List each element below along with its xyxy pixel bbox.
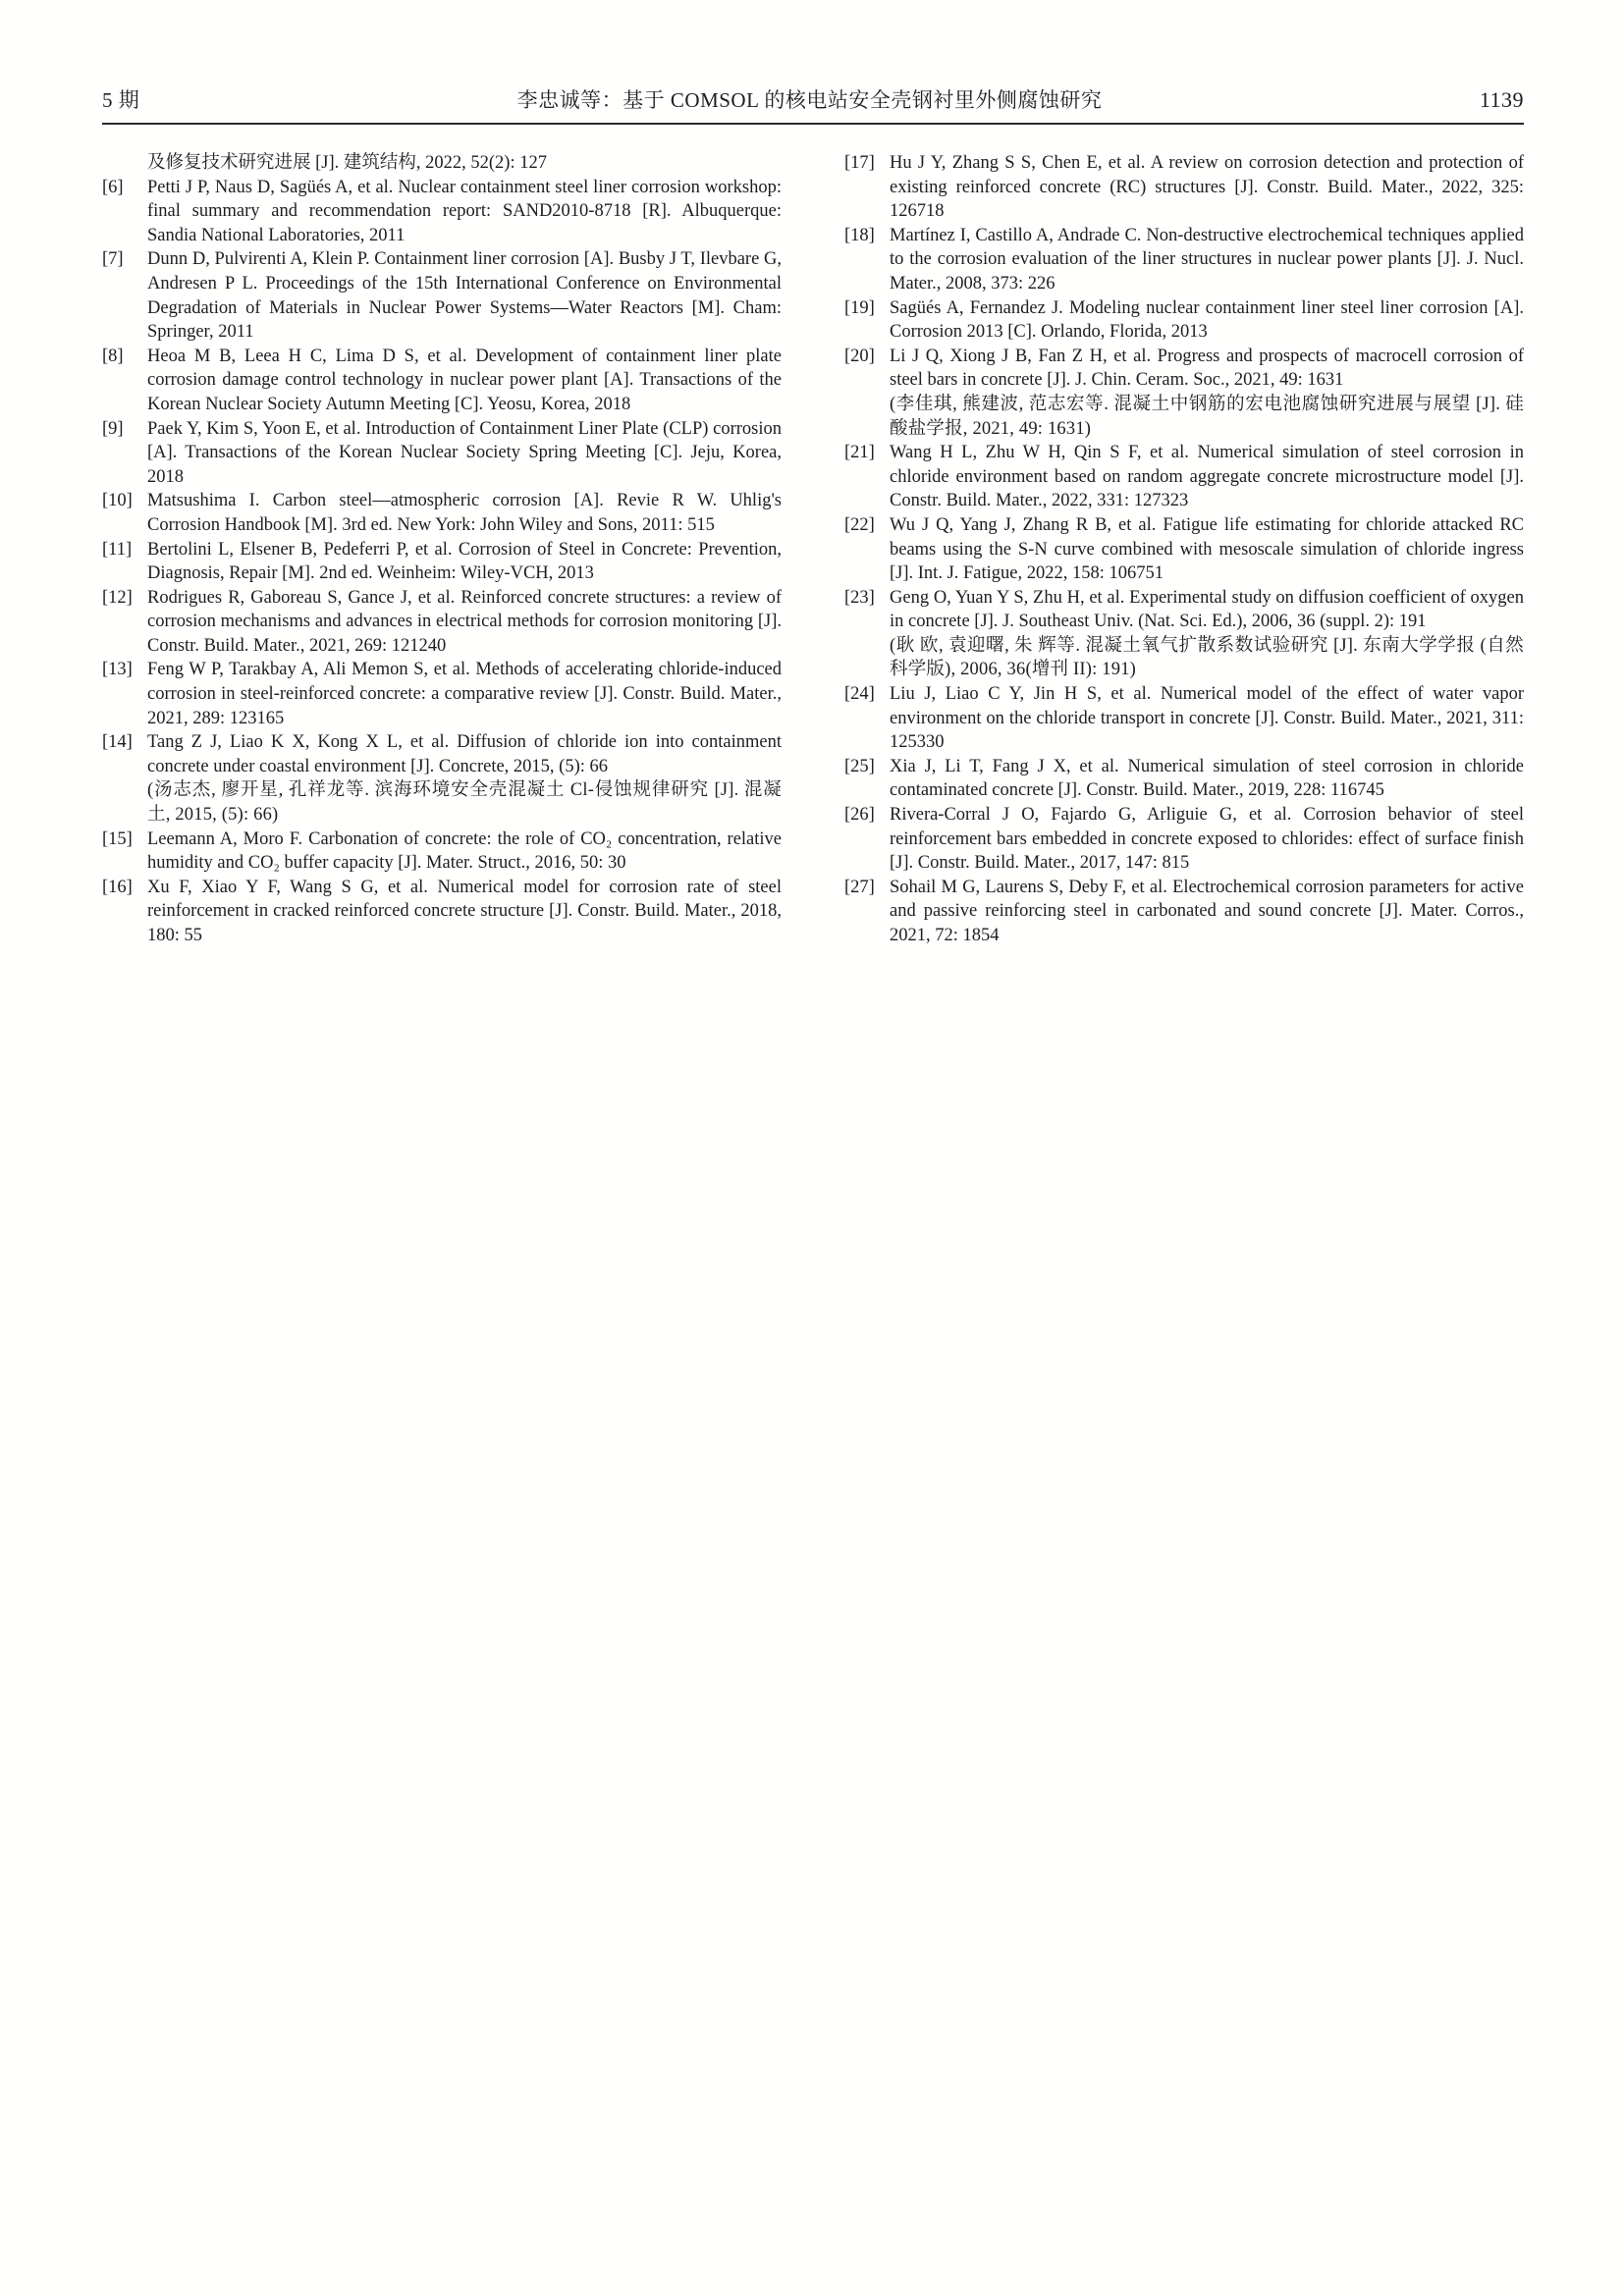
reference-text: Paek Y, Kim S, Yoon E, et al. Introduction of Containment Liner Plate (CLP) corrosion [A]. Transactions of the Korean Nuclear Society Spring Meeting [C]. Jeju, Korea, 2018 xyxy=(147,418,782,487)
reference-label: [24] xyxy=(844,684,875,705)
reference-body xyxy=(890,441,1524,513)
reference-item xyxy=(102,658,782,730)
issue-number: 5 期 xyxy=(102,88,140,112)
reference-label: [15] xyxy=(102,828,133,849)
reference-text: Heoa M B, Leea H C, Lima D S, et al. Development of containment liner plate corrosion damage control technology in nuclear power plant [A]. Transactions of the Korean Nuclear Society Autumn Meeting [C]. Yeosu, Korea, 2018 xyxy=(147,346,782,414)
reference-body xyxy=(890,755,1524,803)
reference-item xyxy=(102,586,782,659)
reference-item xyxy=(844,513,1524,586)
reference-body xyxy=(147,730,782,827)
references-column-right xyxy=(844,151,1524,948)
reference-item xyxy=(844,441,1524,513)
reference-label: [9] xyxy=(102,418,124,439)
reference-item xyxy=(102,828,782,876)
reference-item xyxy=(102,538,782,586)
reference-item xyxy=(844,296,1524,345)
reference-body xyxy=(147,247,782,344)
reference-body xyxy=(890,682,1524,755)
reference-text: Xia J, Li T, Fang J X, et al. Numerical simulation of steel corrosion in chloride contaminated concrete [J]. Constr. Build. Mater., 2019, 228: 116745 xyxy=(890,756,1524,801)
reference-label: [13] xyxy=(102,660,133,680)
reference-item xyxy=(844,151,1524,224)
reference-text: Martínez I, Castillo A, Andrade C. Non-destructive electrochemical techniques applied to the corrosion evaluation of the liner structures in nuclear power plants [J]. J. Nucl. Mater., 2008, 373: 226 xyxy=(890,225,1524,294)
reference-label: [10] xyxy=(102,491,133,511)
reference-label: [21] xyxy=(844,443,875,463)
reference-label: [27] xyxy=(844,877,875,897)
reference-text: Bertolini L, Elsener B, Pedeferri P, et al. Corrosion of Steel in Concrete: Prevention, Diagnosis, Repair [M]. 2nd ed. Weinheim: Wiley-VCH, 2013 xyxy=(147,539,782,584)
reference-body xyxy=(147,658,782,730)
reference-label: [7] xyxy=(102,249,124,270)
reference-label: [22] xyxy=(844,514,875,535)
reference-text: 及修复技术研究进展 [J]. 建筑结构, 2022, 52(2): 127 xyxy=(147,153,547,173)
reference-body xyxy=(147,876,782,948)
reference-label: [17] xyxy=(844,153,875,173)
reference-label: [25] xyxy=(844,756,875,776)
reference-body xyxy=(147,538,782,586)
reference-body xyxy=(890,876,1524,948)
reference-label: [19] xyxy=(844,297,875,318)
reference-body xyxy=(147,176,782,248)
running-title: 李忠诚等：基于 COMSOL 的核电站安全壳钢衬里外侧腐蚀研究 xyxy=(516,88,1103,112)
reference-text: Tang Z J, Liao K X, Kong X L, et al. Diffusion of chloride ion into containment concrete under coastal environment [J]. Concrete, 2015, (5): 66 xyxy=(147,732,782,776)
reference-item xyxy=(102,730,782,827)
reference-text-chinese: (耿 欧, 袁迎曙, 朱 辉等. 混凝土氧气扩散系数试验研究 [J]. 东南大学学报 (自然科学版), 2006, 36(增刊 II): 191) xyxy=(890,635,1524,680)
reference-item xyxy=(102,417,782,490)
reference-label: [20] xyxy=(844,346,875,366)
references-column-left xyxy=(102,151,782,948)
reference-text: Wu J Q, Yang J, Zhang R B, et al. Fatigue life estimating for chloride attacked RC beams using the S-N curve combined with mesoscale simulation of chloride ingress [J]. Int. J. Fatigue, 2022, 158: 106751 xyxy=(890,514,1524,584)
reference-text-chinese: (汤志杰, 廖开星, 孔祥龙等. 滨海环境安全壳混凝土 Cl-侵蚀规律研究 [J]. 混凝土, 2015, (5): 66) xyxy=(147,780,782,826)
reference-label: [18] xyxy=(844,225,875,245)
reference-label: [12] xyxy=(102,587,133,608)
references-section xyxy=(102,151,1524,948)
reference-body xyxy=(890,296,1524,345)
reference-item xyxy=(844,224,1524,296)
reference-text: Leemann A, Moro F. Carbonation of concrete: the role of CO₂ concentration, relative humidity and CO₂ buffer capacity [J]. Mater. Struct., 2016, 50: 30 xyxy=(147,828,782,874)
reference-text: Xu F, Xiao Y F, Wang S G, et al. Numerical model for corrosion rate of steel reinforcement in cracked reinforced concrete structure [J]. Constr. Build. Mater., 2018, 180: 55 xyxy=(147,877,782,945)
reference-label xyxy=(102,151,147,176)
reference-text: Dunn D, Pulvirenti A, Klein P. Containment liner corrosion [A]. Busby J T, Ilevbare G, Andresen P L. Proceedings of the 15th International Conference on Environmental Degradation of Materials in Nuclear Power Systems—Water Reactors [M]. Cham: Springer, 2011 xyxy=(147,249,782,343)
reference-text: Li J Q, Xiong J B, Fan Z H, et al. Progress and prospects of macrocell corrosion of steel bars in concrete [J]. J. Chin. Ceram. Soc., 2021, 49: 1631 xyxy=(890,346,1524,391)
reference-body xyxy=(890,224,1524,296)
running-header xyxy=(102,84,1524,125)
reference-item xyxy=(844,803,1524,876)
reference-label: [6] xyxy=(102,177,124,197)
reference-continuation xyxy=(102,151,782,176)
reference-label: [14] xyxy=(102,732,133,753)
reference-text: Sohail M G, Laurens S, Deby F, et al. Electrochemical corrosion parameters for active and passive reinforcing steel in carbonated and sound concrete [J]. Mater. Corros., 2021, 72: 1854 xyxy=(890,877,1524,945)
reference-text: Wang H L, Zhu W H, Qin S F, et al. Numerical simulation of steel corrosion in chloride environment based on random aggregate concrete microstructure model [J]. Constr. Build. Mater., 2022, 331: 127323 xyxy=(890,443,1524,511)
reference-text: Feng W P, Tarakbay A, Ali Memon S, et al. Methods of accelerating chloride-induced corrosion in steel-reinforced concrete: a comparative review [J]. Constr. Build. Mater., 2021, 289: 123165 xyxy=(147,660,782,728)
reference-body xyxy=(890,803,1524,876)
reference-label: [11] xyxy=(102,539,133,560)
reference-text: Rodrigues R, Gaboreau S, Gance J, et al. Reinforced concrete structures: a review of corrosion mechanisms and advances in electrical methods for corrosion monitoring [J]. Constr. Build. Mater., 2021, 269: 121240 xyxy=(147,587,782,656)
reference-body xyxy=(890,586,1524,682)
reference-label: [23] xyxy=(844,587,875,608)
reference-item xyxy=(102,247,782,344)
page-number: 1139 xyxy=(1479,87,1524,112)
reference-item xyxy=(844,682,1524,755)
reference-item xyxy=(844,345,1524,441)
reference-item xyxy=(102,876,782,948)
reference-text: Matsushima I. Carbon steel—atmospheric corrosion [A]. Revie R W. Uhlig's Corrosion Handbook [M]. 3rd ed. New York: John Wiley and Sons, 2011: 515 xyxy=(147,491,782,535)
reference-label: [8] xyxy=(102,346,124,366)
reference-item xyxy=(102,176,782,248)
reference-body xyxy=(890,345,1524,441)
reference-body xyxy=(147,828,782,876)
reference-text: Petti J P, Naus D, Sagüés A, et al. Nuclear containment steel liner corrosion workshop: final summary and recommendation report: SAND2010-8718 [R]. Albuquerque: Sandia National Laboratories, 2011 xyxy=(147,177,782,245)
reference-item xyxy=(844,755,1524,803)
reference-item xyxy=(102,345,782,417)
reference-body xyxy=(147,151,782,176)
reference-text: Rivera-Corral J O, Fajardo G, Arliguie G, et al. Corrosion behavior of steel reinforcement bars embedded in concrete exposed to chlorides: effect of surface finish [J]. Constr. Build. Mater., 2017, 147: 815 xyxy=(890,805,1524,874)
reference-text: Liu J, Liao C Y, Jin H S, et al. Numerical model of the effect of water vapor environment on the chloride transport in concrete [J]. Constr. Build. Mater., 2021, 311: 125330 xyxy=(890,684,1524,753)
reference-text-chinese: (李佳琪, 熊建波, 范志宏等. 混凝土中钢筋的宏电池腐蚀研究进展与展望 [J]. 硅酸盐学报, 2021, 49: 1631) xyxy=(890,394,1524,439)
reference-body xyxy=(147,586,782,659)
reference-label: [26] xyxy=(844,805,875,826)
reference-text: Hu J Y, Zhang S S, Chen E, et al. A review on corrosion detection and protection of existing reinforced concrete (RC) structures [J]. Constr. Build. Mater., 2022, 325: 126718 xyxy=(890,153,1524,222)
reference-body xyxy=(147,417,782,490)
reference-body xyxy=(890,513,1524,586)
reference-item xyxy=(844,876,1524,948)
reference-body xyxy=(890,151,1524,224)
reference-body xyxy=(147,345,782,417)
reference-label: [16] xyxy=(102,877,133,897)
reference-text: Geng O, Yuan Y S, Zhu H, et al. Experimental study on diffusion coefficient of oxygen in concrete [J]. J. Southeast Univ. (Nat. Sci. Ed.), 2006, 36 (suppl. 2): 191 xyxy=(890,587,1524,632)
reference-item xyxy=(102,489,782,537)
reference-text: Sagüés A, Fernandez J. Modeling nuclear containment liner steel liner corrosion [A]. Corrosion 2013 [C]. Orlando, Florida, 2013 xyxy=(890,297,1524,343)
reference-body xyxy=(147,489,782,537)
reference-item xyxy=(844,586,1524,682)
